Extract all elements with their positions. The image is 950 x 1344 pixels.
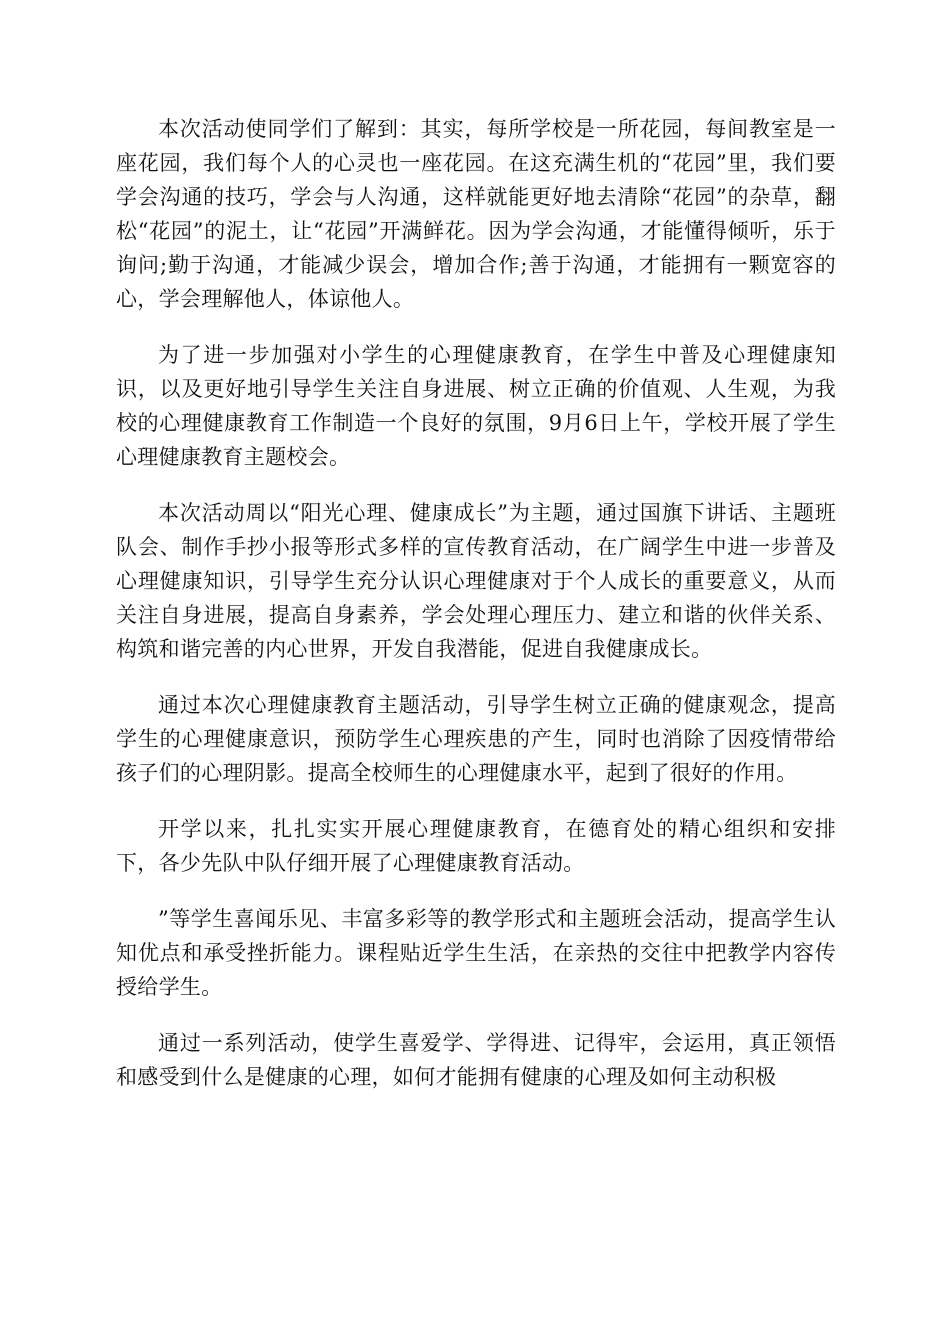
paragraph-7: 通过一系列活动，使学生喜爱学、学得进、记得牢，会运用，真正领悟和感受到什么是健康的心理，如何才能拥有健康的心理及如何主动积极 <box>116 1031 836 1089</box>
paragraph-5: 开学以来，扎扎实实开展心理健康教育，在德育处的精心组织和安排下，各少先队中队仔细开展了心理健康教育活动。 <box>116 817 836 875</box>
paragraph-1: 本次活动使同学们了解到：其实，每所学校是一所花园，每间教室是一座花园，我们每个人的心灵也一座花园。在这充满生机的“花园”里，我们要学会沟通的技巧，学会与人沟通，这样就能更好地去清除“花园”的杂草，翻松“花园”的泥土，让“花园”开满鲜花。因为学会沟通，才能懂得倾听，乐于询问;勤于沟通，才能减少误会，增加合作;善于沟通，才能拥有一颗宽容的心，学会理解他人，体谅他人。 <box>116 117 836 311</box>
document-page <box>116 112 836 1116</box>
paragraph-2: 为了进一步加强对小学生的心理健康教育，在学生中普及心理健康知识，以及更好地引导学生关注自身进展、树立正确的价值观、人生观，为我校的心理健康教育工作制造一个良好的氛围，9月6日上午，学校开展了学生心理健康教育主题校会。 <box>116 343 836 469</box>
paragraph-3: 本次活动周以“阳光心理、健康成长”为主题，通过国旗下讲话、主题班队会、制作手抄小报等形式多样的宣传教育活动，在广阔学生中进一步普及心理健康知识，引导学生充分认识心理健康对于个人成长的重要意义，从而关注自身进展，提高自身素养，学会处理心理压力、建立和谐的伙伴关系、构筑和谐完善的内心世界，开发自我潜能，促进自我健康成长。 <box>116 501 836 661</box>
paragraph-6: ”等学生喜闻乐见、丰富多彩等的教学形式和主题班会活动，提高学生认知优点和承受挫折能力。课程贴近学生生活，在亲热的交往中把教学内容传授给学生。 <box>116 907 836 999</box>
paragraph-4: 通过本次心理健康教育主题活动，引导学生树立正确的健康观念，提高学生的心理健康意识，预防学生心理疾患的产生，同时也消除了因疫情带给孩子们的心理阴影。提高全校师生的心理健康水平，起到了很好的作用。 <box>116 693 836 785</box>
